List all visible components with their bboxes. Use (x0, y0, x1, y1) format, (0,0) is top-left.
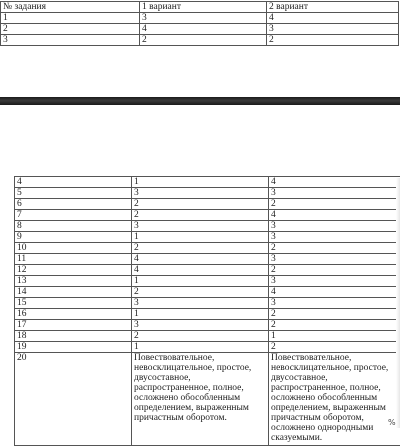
header-variant-2: 2 вариант (267, 2, 399, 13)
answers-table-body (15, 177, 400, 446)
table-row (15, 298, 400, 309)
header-variant-1: 1 вариант (140, 2, 267, 13)
variant-2-cell: 4 (267, 13, 399, 24)
task-number-cell: 16 (15, 309, 132, 320)
variant-1-cell: 2 (140, 35, 267, 46)
variant-1-cell: 4 (132, 265, 269, 276)
variant-1-cell: 1 (132, 276, 269, 287)
task-number-cell: 18 (15, 331, 132, 342)
variant-1-cell: 3 (132, 320, 269, 331)
variant-2-cell: 2 (269, 265, 400, 276)
variant-1-cell: 2 (132, 210, 269, 221)
table-row (1, 13, 399, 24)
table-row (15, 265, 400, 276)
variant-1-cell: 2 (132, 199, 269, 210)
table-row (15, 188, 400, 199)
table-row (15, 254, 400, 265)
variant-2-cell: 1 (269, 331, 400, 342)
variant-1-cell: 1 (132, 309, 269, 320)
task-number-cell: 8 (15, 221, 132, 232)
task-number-cell: 19 (15, 342, 132, 353)
variant-2-cell: 2 (269, 320, 400, 331)
task-number-cell: 20 (15, 353, 132, 446)
variant-1-cell: 2 (132, 331, 269, 342)
variant-1-answer-text: Повествовательное, невосклицательное, простое, двусоставное, распространенное, полное, осложнено обособленным определением, выраженным причастным оборотом. (132, 353, 269, 446)
page-break-divider (0, 97, 400, 105)
variant-2-cell: 4 (269, 210, 400, 221)
task-number-cell: 3 (1, 35, 140, 46)
variant-2-cell: 2 (269, 199, 400, 210)
variant-2-cell: 3 (269, 221, 400, 232)
task-number-cell: 1 (1, 13, 140, 24)
table-row (15, 177, 400, 188)
variant-2-answer-text: Повествовательное, невосклицательное, простое, двусоставное, распространенное, полное, осложнено обособленным определением, выраженным причастным оборотом, осложнено однородными сказуемыми. (269, 353, 400, 446)
table-row (1, 24, 399, 35)
variant-2-cell: 3 (269, 298, 400, 309)
task-number-cell: 9 (15, 232, 132, 243)
variant-2-cell: 3 (267, 24, 399, 35)
variant-1-cell: 3 (132, 298, 269, 309)
variant-1-cell: 1 (132, 177, 269, 188)
task-number-cell: 11 (15, 254, 132, 265)
table-row (15, 243, 400, 254)
task-number-cell: 14 (15, 287, 132, 298)
variant-2-cell: 2 (267, 35, 399, 46)
task-number-cell: 17 (15, 320, 132, 331)
variant-1-cell: 1 (132, 342, 269, 353)
edge-marker: % (388, 418, 396, 427)
variant-2-cell: 2 (269, 309, 400, 320)
table-header-row (1, 2, 399, 13)
variant-1-cell: 2 (132, 243, 269, 254)
table-row (15, 232, 400, 243)
task-number-cell: 4 (15, 177, 132, 188)
variant-1-cell: 3 (140, 13, 267, 24)
table-row (1, 35, 399, 46)
table-row (15, 221, 400, 232)
table-row (15, 210, 400, 221)
variant-2-cell: 3 (269, 276, 400, 287)
task-number-cell: 5 (15, 188, 132, 199)
task-number-cell: 15 (15, 298, 132, 309)
task-number-cell: 10 (15, 243, 132, 254)
answers-table-bottom (14, 176, 400, 446)
table-row (15, 199, 400, 210)
variant-2-cell: 3 (269, 188, 400, 199)
variant-1-cell: 1 (132, 232, 269, 243)
table-row (15, 342, 400, 353)
table-row (15, 287, 400, 298)
header-task-number: № задания (1, 2, 140, 13)
table-row (15, 309, 400, 320)
page-edge-shadow (396, 178, 400, 428)
variant-2-cell: 2 (269, 243, 400, 254)
variant-2-cell: 4 (269, 177, 400, 188)
task-number-cell: 7 (15, 210, 132, 221)
table-row-final-task (15, 353, 400, 446)
variant-2-cell: 4 (269, 287, 400, 298)
table-row (15, 276, 400, 287)
table-row (15, 320, 400, 331)
table-row (15, 331, 400, 342)
task-number-cell: 2 (1, 24, 140, 35)
variant-1-cell: 2 (132, 287, 269, 298)
task-number-cell: 13 (15, 276, 132, 287)
task-number-cell: 12 (15, 265, 132, 276)
variant-1-cell: 3 (132, 221, 269, 232)
variant-2-cell: 3 (269, 232, 400, 243)
answers-table-top (0, 1, 399, 46)
variant-1-cell: 4 (140, 24, 267, 35)
variant-1-cell: 4 (132, 254, 269, 265)
task-number-cell: 6 (15, 199, 132, 210)
variant-2-cell: 2 (269, 342, 400, 353)
variant-2-cell: 3 (269, 254, 400, 265)
variant-1-cell: 3 (132, 188, 269, 199)
